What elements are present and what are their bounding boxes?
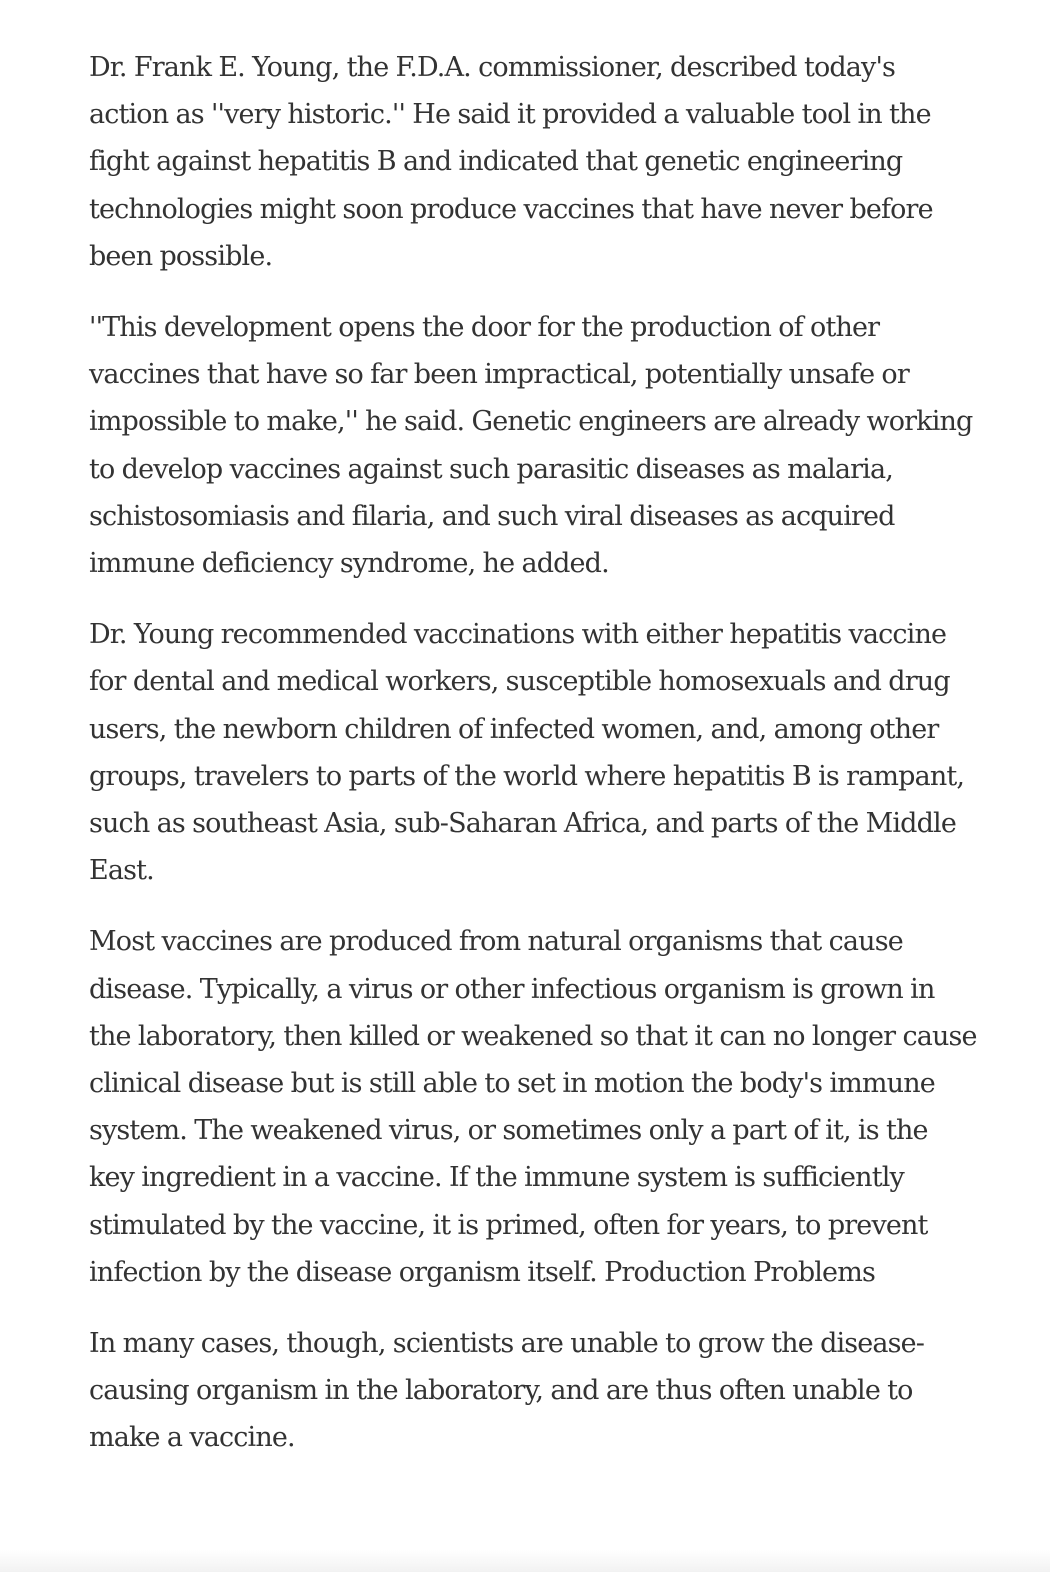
article-paragraph-5: In many cases, though, scientists are unable to grow the disease-causing organism in the laboratory, and are thus often unable to make a vaccine.: [89, 1328, 925, 1454]
article-body: [89, 44, 979, 1486]
article-paragraph-4: Most vaccines are produced from natural organisms that cause disease. Typically, a virus or other infectious organism is grown in the laboratory, then killed or weakened so that it can no longer cause clinical disease but is still able to set in motion the body's immune system. The weakened virus, or sometimes only a part of it, is the key ingredient in a vaccine. If the immune system is sufficiently stimulated by the vaccine, it is primed, often for years, to prevent infection by the disease organism itself. Production Problems: [89, 926, 977, 1288]
article-paragraph-1: Dr. Frank E. Young, the F.D.A. commissioner, described today's action as ''very historic.'' He said it provided a valuable tool in the fight against hepatitis B and indicated that genetic engineering technologies might soon produce vaccines that have never before been possible.: [89, 52, 933, 272]
article-paragraph-2: ''This development opens the door for the production of other vaccines that have so far been impractical, potentially unsafe or impossible to make,'' he said. Genetic engineers are already working to develop vaccines against such parasitic diseases as malaria, schistosomiasis and filaria, and such viral diseases as acquired immune deficiency syndrome, he added.: [89, 312, 973, 580]
page-bottom-edge: [0, 1550, 1050, 1572]
article-paragraph-3: Dr. Young recommended vaccinations with either hepatitis vaccine for dental and medical workers, susceptible homosexuals and drug users, the newborn children of infected women, and, among other groups, travelers to parts of the world where hepatitis B is rampant, such as southeast Asia, sub-Saharan Africa, and parts of the Middle East.: [89, 619, 965, 887]
